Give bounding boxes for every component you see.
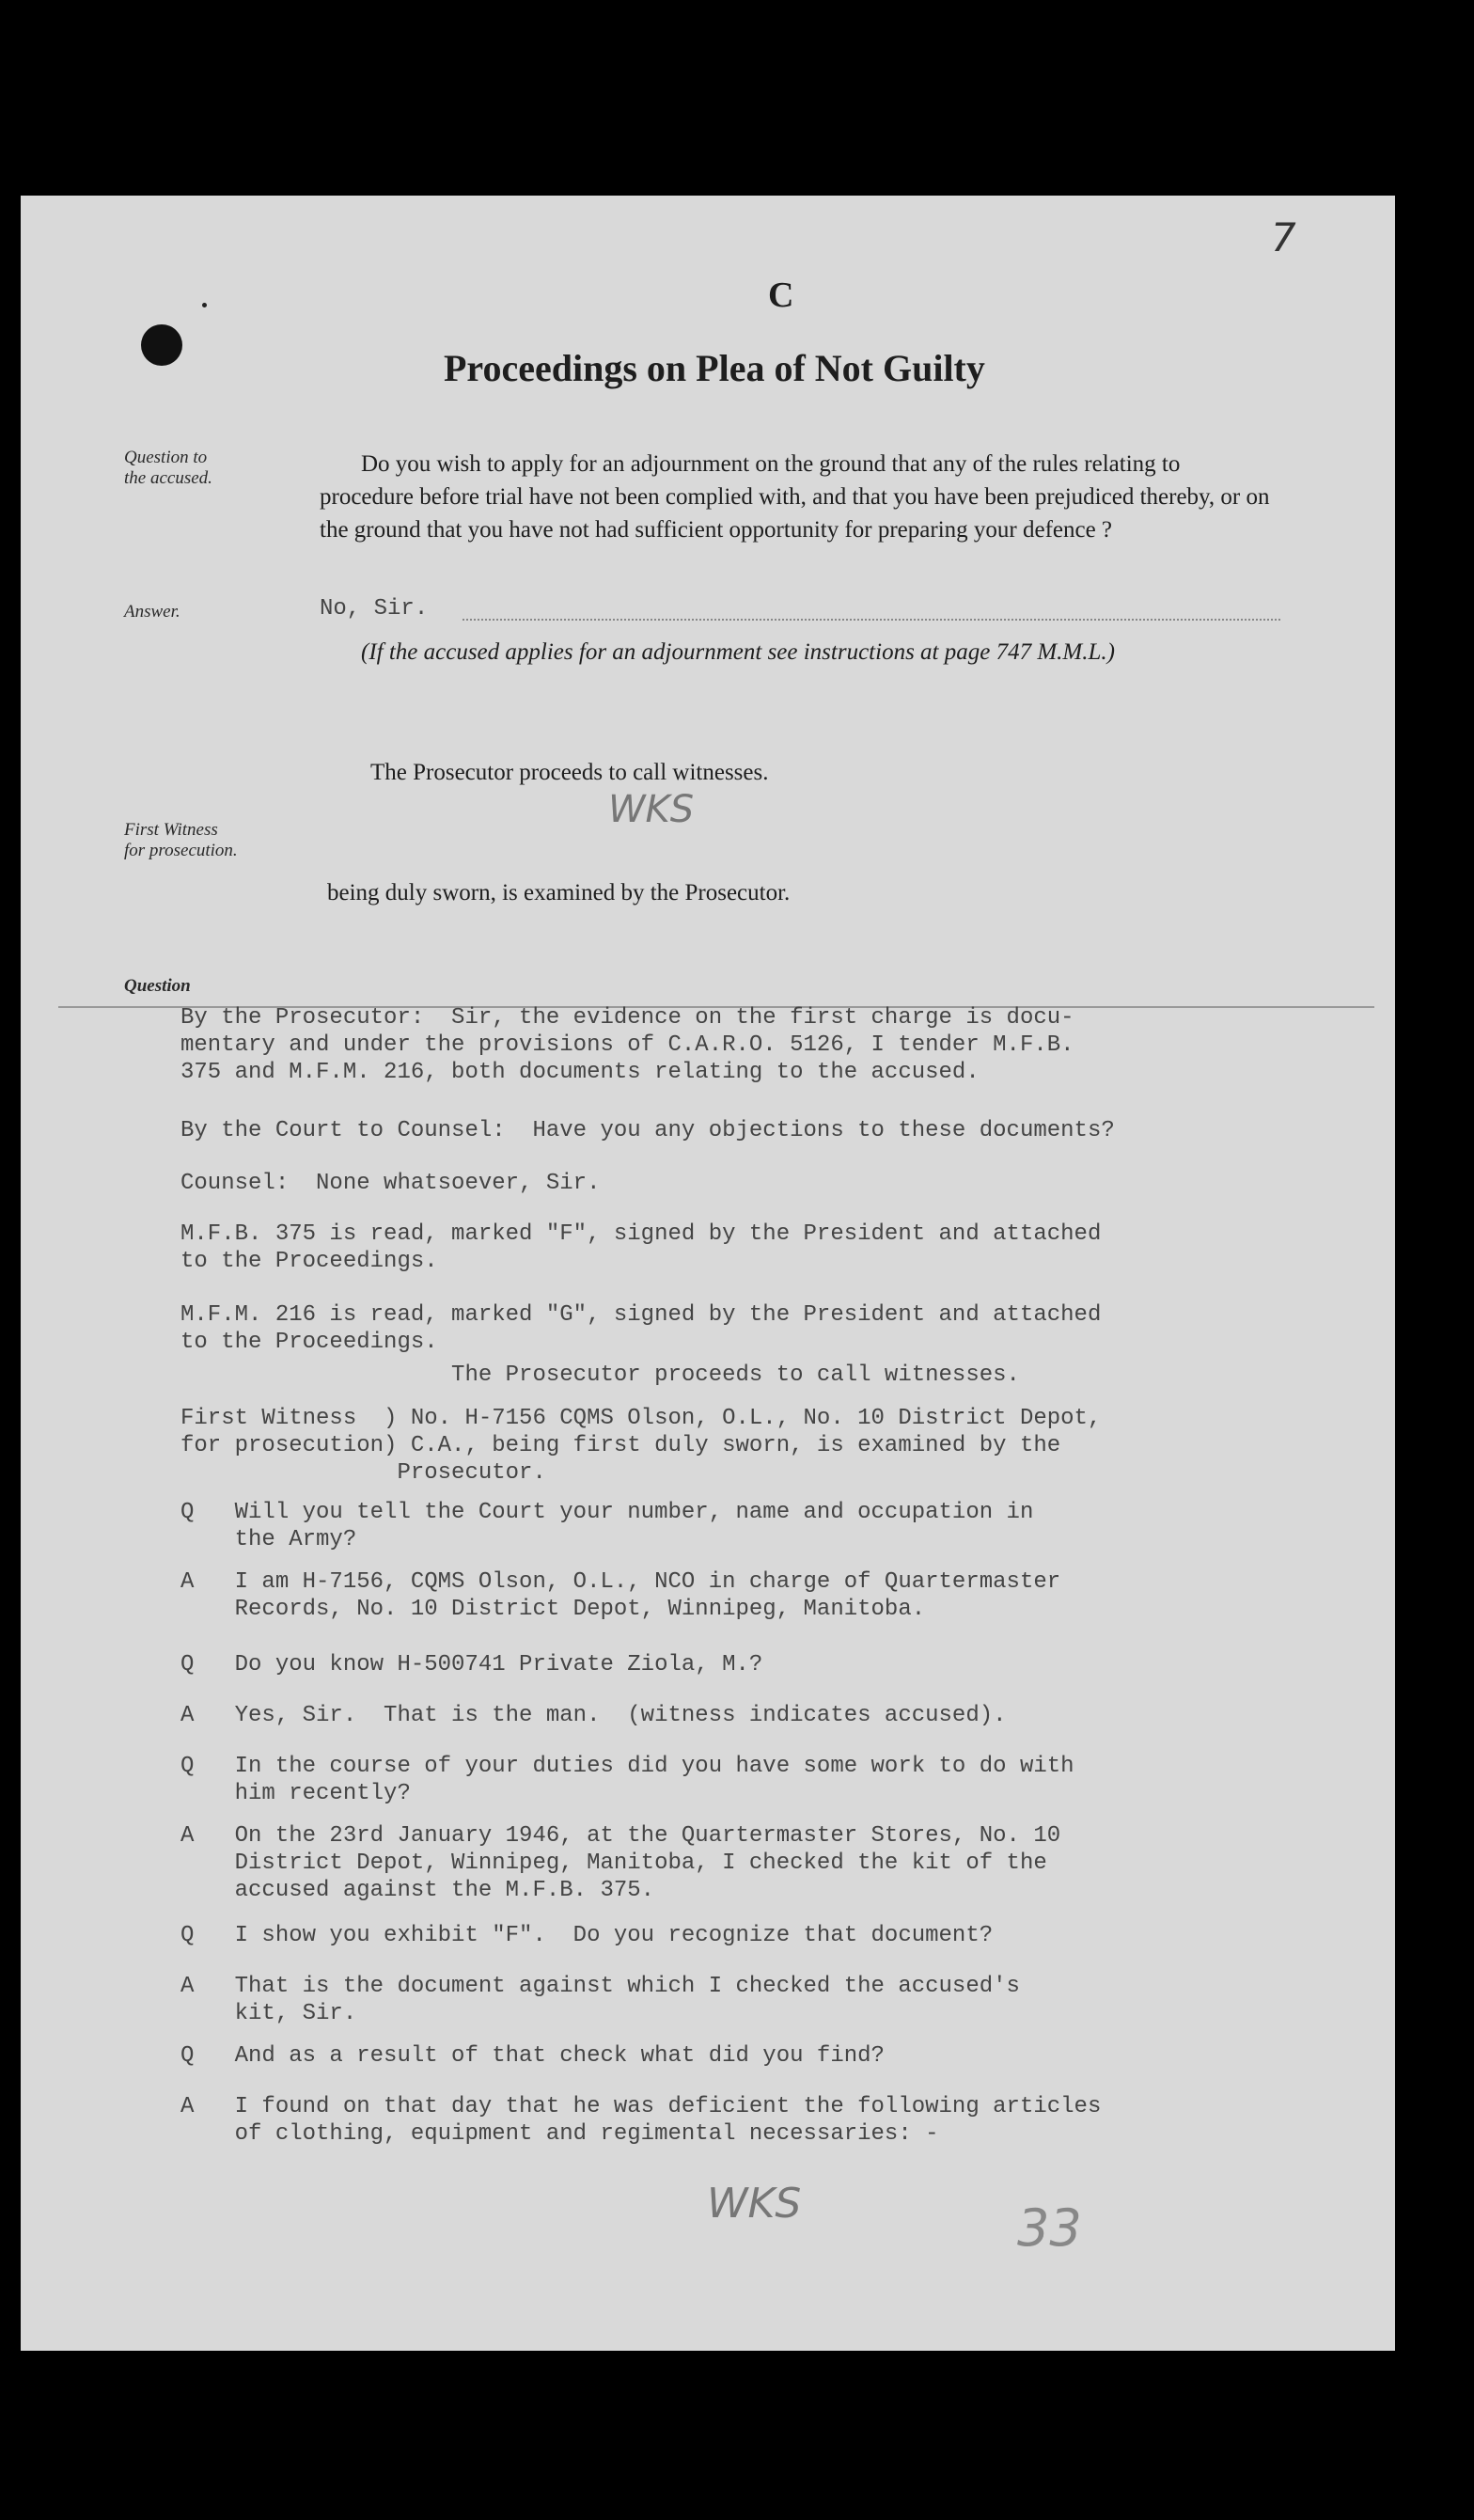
record-exhibit-f: M.F.B. 375 is read, marked "F", signed by the President and attached to the Proceedings. (180, 1221, 1102, 1274)
handwritten-initials: WKS (608, 788, 695, 831)
record-a2: A Yes, Sir. That is the man. (witness indicates accused). (180, 1703, 1007, 1728)
adjournment-question: Do you wish to apply for an adjournment on the ground that any of the rules relating to procedure before trial have not been complied with, and that you have been prejudiced thereby, or on the ground that you have not had sufficient opportunity for preparing your defence ? (320, 451, 1270, 543)
document-page (21, 196, 1395, 2351)
punch-hole (141, 324, 182, 366)
record-exhibit-g: M.F.M. 216 is read, marked "G", signed by the President and attached to the Proceedings. (180, 1302, 1102, 1355)
record-q3: Q In the course of your duties did you have some work to do with him recently? (180, 1754, 1074, 1806)
margin-label-answer: Answer. (124, 602, 180, 622)
record-prosecutor-statement: By the Prosecutor: Sir, the evidence on the first charge is docu- mentary and under the provisions of C.A.R.O. 5126, I tender M.F.B. 375 and M.F.M. 216, both documents relating to the accused. (180, 1005, 1074, 1085)
margin-label-question-to-accused: Question to the accused. (124, 448, 212, 488)
record-prosecutor-calls: The Prosecutor proceeds to call witnesses. (180, 1362, 1020, 1388)
handwritten-initials-bottom: WKS (707, 2180, 802, 2228)
record-counsel-reply: Counsel: None whatsoever, Sir. (180, 1171, 601, 1196)
margin-label-first-witness: First Witness for prosecution. (124, 820, 238, 860)
record-q2: Q Do you know H-500741 Private Ziola, M.? (180, 1652, 763, 1677)
page-title: Proceedings on Plea of Not Guilty (444, 347, 985, 389)
record-a3: A On the 23rd January 1946, at the Quartermaster Stores, No. 10 District Depot, Winnipeg, Manitoba, I checked the kit of the accused against the M.F.B. 375. (180, 1823, 1061, 1903)
record-a4: A That is the document against which I checked the accused's kit, Sir. (180, 1974, 1020, 2026)
margin-label-question: Question (124, 976, 191, 996)
record-q5: Q And as a result of that check what did you find? (180, 2043, 885, 2069)
page-number: 7 (1271, 214, 1296, 260)
adjournment-instruction: (If the accused applies for an adjournment see instructions at page 747 M.M.L.) (361, 639, 1115, 665)
paper-speck (202, 303, 207, 307)
record-a5: A I found on that day that he was deficient the following articles of clothing, equipment and regimental necessaries: - (180, 2094, 1102, 2147)
record-a1: A I am H-7156, CQMS Olson, O.L., NCO in charge of Quartermaster Records, No. 10 District Depot, Winnipeg, Manitoba. (180, 1569, 1061, 1622)
answer-line (463, 619, 1280, 621)
handwritten-folio-number: 33 (1017, 2198, 1082, 2258)
duly-sworn-text: being duly sworn, is examined by the Prosecutor. (327, 880, 791, 906)
record-court-to-counsel: By the Court to Counsel: Have you any objections to these documents? (180, 1118, 1115, 1143)
section-letter: C (768, 276, 794, 315)
record-first-witness: First Witness ) No. H-7156 CQMS Olson, O.L., No. 10 District Depot, for prosecution) C.A., being first duly sworn, is examined by the Prosecutor. (180, 1406, 1102, 1486)
record-q4: Q I show you exhibit "F". Do you recognize that document? (180, 1923, 994, 1948)
record-q1: Q Will you tell the Court your number, name and occupation in the Army? (180, 1500, 1034, 1552)
prosecutor-calls-witnesses: The Prosecutor proceeds to call witnesses. (370, 760, 769, 785)
answer-value: No, Sir. (320, 596, 429, 622)
